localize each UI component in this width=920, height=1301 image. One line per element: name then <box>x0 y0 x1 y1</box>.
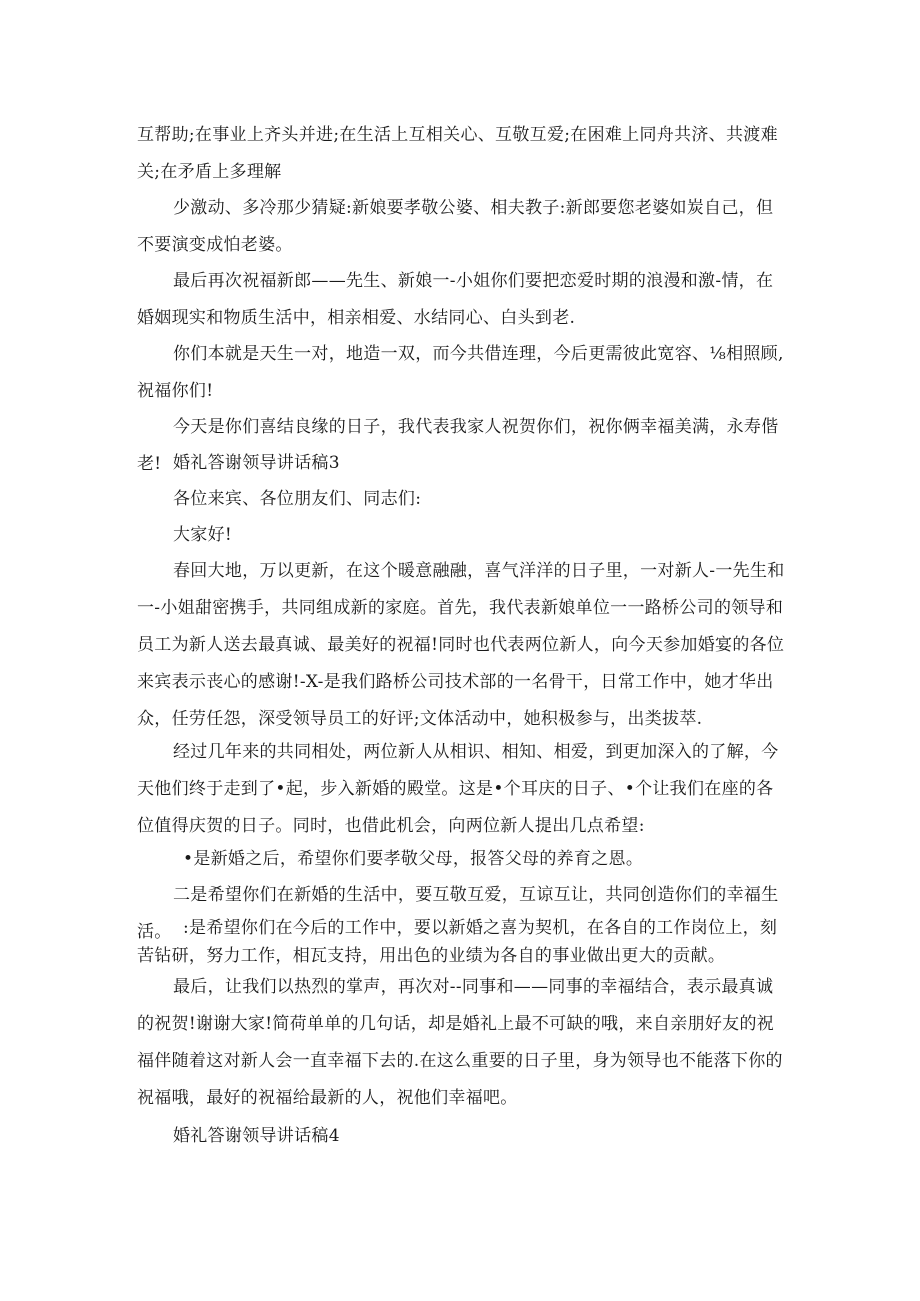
paragraph-4: 你们本就是天生一对，地造一双，而今共借连理，今后更需彼此宽容、⅛相照顾,祝福你们! <box>137 344 784 401</box>
paragraph-8: 春回大地，万以更新，在这个暖意融融，喜气洋洋的日子里，一对新人-一先生和一-小姐甜密携手，共同组成新的家庭。首先，我代表新娘单位一一路桥公司的领导和员工为新人送去最真诚、最美好的祝福!同时也代表两位新人，向今天参加婚宴的各位来宾表示丧心的感谢!-X-是我们路桥公司技术部的一名骨干，日常工作中，她才华出众，任劳任怨，深受领导员工的好评;文体活动中，她积极参与，出类拔萃. <box>137 561 785 729</box>
paragraph-3: 最后再次祝福新郎——先生、新娘一-小姐你们要把恋爱时期的浪漫和激-情，在婚姻现实和物质生活中，相亲相爱、水结同心、白头到老. <box>137 271 774 328</box>
paragraph-9: 经过几年来的共同相处，两位新人从相识、相知、相爱，到更加深入的了解，今天他们终于走到了•起，步入新婚的殿堂。这是•个耳庆的日子、•个让我们在座的各位值得庆贺的日子。同时，也借此机会，向两位新人提出几点希望: <box>137 742 779 836</box>
paragraph-greeting-1: 各位来宾、各位朋友们、同志们: <box>173 489 422 509</box>
section-heading-4: 婚礼答谢领导讲话稿4 <box>173 1126 340 1146</box>
paragraph-5: 今天是你们喜结良缘的日子，我代表我家人祝贺你们，祝你俩幸福美满，永寿偕老! <box>137 417 779 474</box>
paragraph-greeting-2: 大家好! <box>173 525 233 545</box>
section-heading-3: 婚礼答谢领导讲话稿3 <box>173 453 340 473</box>
paragraph-13: 最后，让我们以热烈的掌声，再次对--同事和——同事的幸福结合，表示最真诚的祝贺!谢谢大家!简荷单单的几句话，却是婚礼上最不可缺的哦，来自亲朋好友的祝福伴随着这对新人会一直幸福下去的.在这么重要的日子里，身为领导也不能落下你的祝福哦，最好的祝福给最新的人，祝他们幸福吧。 <box>137 977 783 1108</box>
paragraph-2: 少激动、多冷那少猜疑:新娘要孝敬公婆、相夫教子:新郎要您老婆如炭自己，但不要演变成怕老婆。 <box>137 198 774 255</box>
paragraph-wish-3: :是希望你们在今后的工作中，要以新婚之喜为契机，在各自的工作岗位上，刻苦钻研，努力工作，相瓦支持，用出色的业绩为各自的事业做出更大的贡献。 <box>137 918 778 966</box>
paragraph-1: 互帮助;在事业上齐头并进;在生活上互相关心、互敬互爱;在困难上同舟共济、共渡难关;在矛盾上多理解 <box>137 125 778 182</box>
paragraph-wish-1: •是新婚之后，希望你们要孝敬父母，报答父母的养育之恩。 <box>183 849 644 869</box>
paragraph-wish-2: 二是希望你们在新婚的生活中，要互敬互爱，互谅互让，共同创造你们的幸福生活。 <box>137 885 779 942</box>
